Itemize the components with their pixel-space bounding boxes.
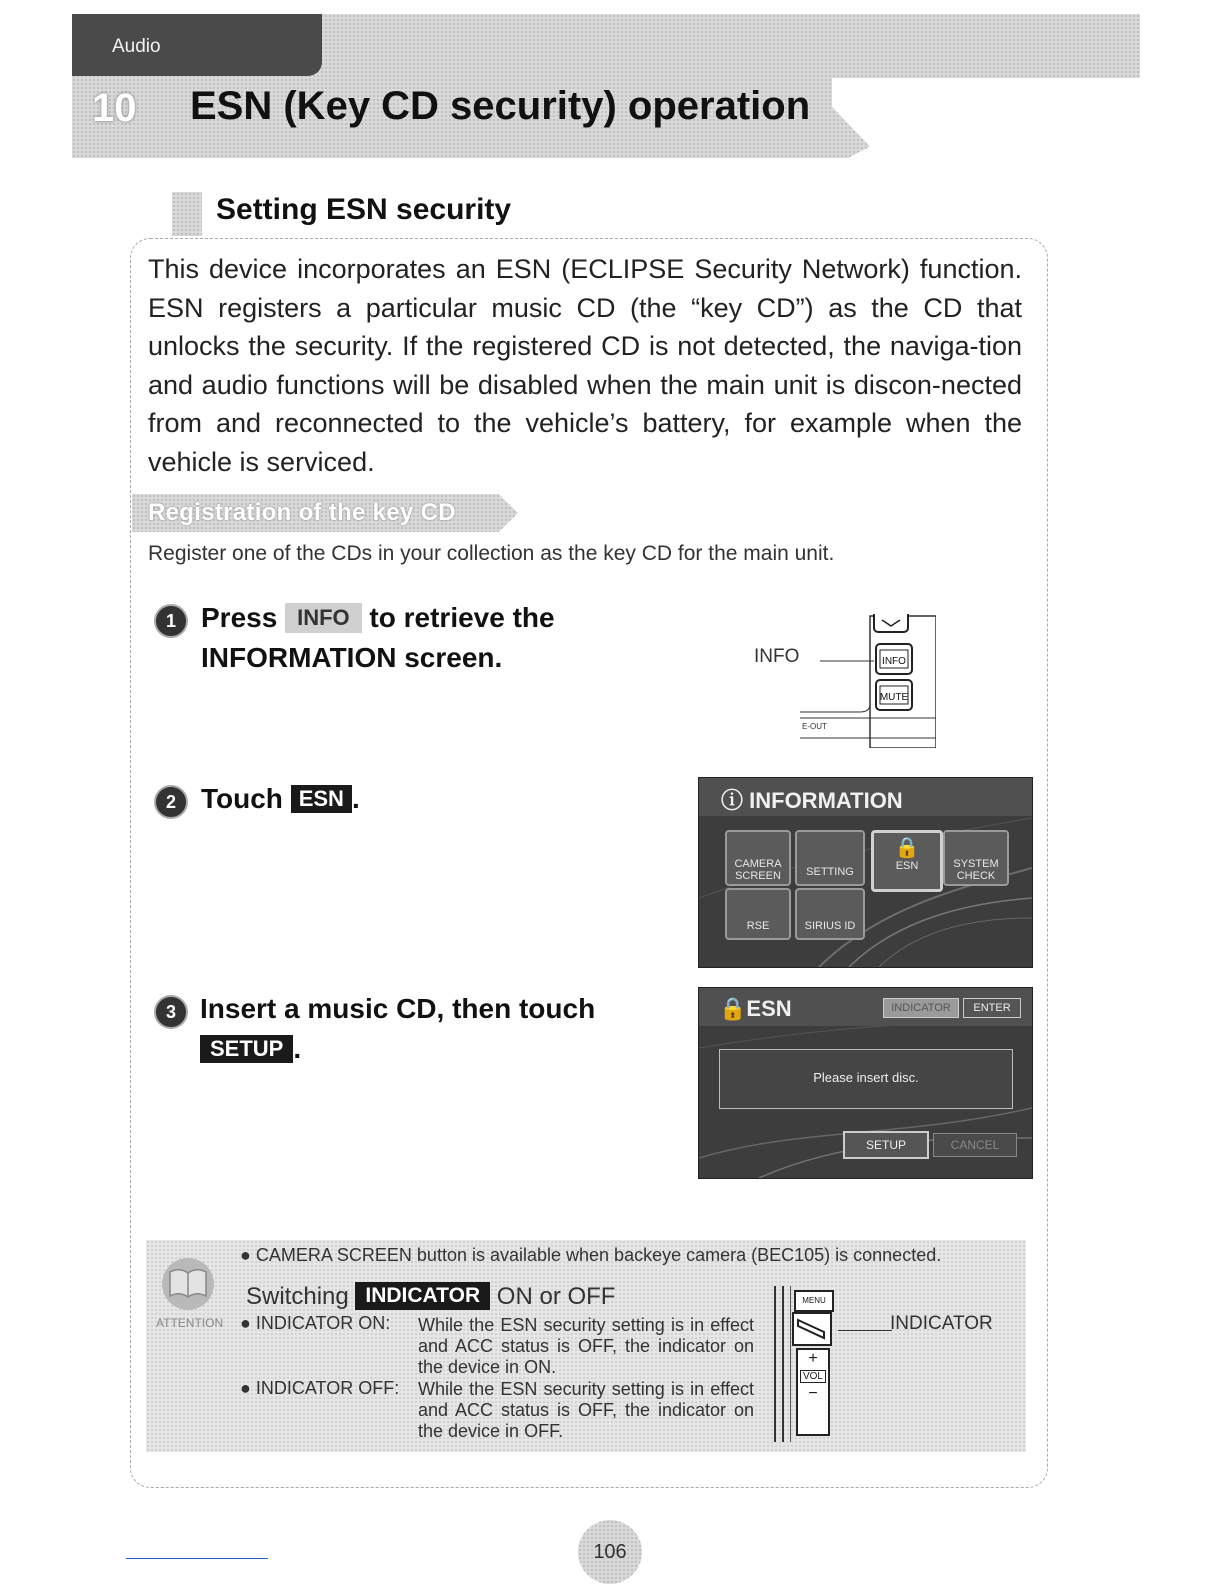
esn-button-ref: ESN <box>291 785 352 813</box>
step-2-number: 2 <box>154 785 188 819</box>
attention-label: ATTENTION <box>156 1316 224 1330</box>
cancel-button[interactable]: CANCEL <box>933 1133 1017 1157</box>
step-2-suffix: . <box>351 783 360 814</box>
tile-rse[interactable]: RSE <box>725 888 791 940</box>
step-2-text <box>201 779 360 819</box>
indicator-key-icon <box>792 1312 832 1346</box>
step-3-prefix: Insert a music CD, then touch <box>200 993 596 1024</box>
svg-text:MUTE: MUTE <box>879 692 909 703</box>
tile-esn[interactable]: 🔒 ESN <box>871 830 943 892</box>
step-3-suffix: . <box>293 1033 302 1064</box>
indicator-on-term: ● INDICATOR ON: <box>240 1313 391 1333</box>
tile-system-check[interactable]: SYSTEM CHECK <box>943 830 1009 886</box>
camera-note: ● CAMERA SCREEN button is available when backeye camera (BEC105) is connected. <box>240 1245 942 1265</box>
bullet-icon: ● <box>240 1378 251 1398</box>
page-number: 106 <box>593 1541 627 1563</box>
message-text: Please insert disc. <box>813 1070 919 1085</box>
information-screen <box>698 777 1033 968</box>
step-3-number: 3 <box>154 995 188 1029</box>
indicator-off-desc: While the ESN security setting is in effect and ACC status is OFF, the indicator on the device in OFF. <box>418 1379 754 1441</box>
page-title: ESN (Key CD security) operation <box>190 84 811 128</box>
step-1-line2: INFORMATION screen. <box>201 642 503 673</box>
info-button-ref: INFO <box>285 603 362 633</box>
panel-illustration <box>774 1286 842 1442</box>
tile-camera-screen[interactable]: CAMERA SCREEN <box>725 830 791 886</box>
step-1-number: 1 <box>154 604 188 638</box>
device-panel-illustration <box>800 614 936 748</box>
step-1-prefix: Press <box>201 602 278 633</box>
switching-heading: Switching INDICATOR ON or OFF <box>246 1283 616 1310</box>
indicator-on-desc: While the ESN security setting is in effect and ACC status is OFF, the indicator on the device in ON. <box>418 1315 754 1377</box>
indicator-callout-line <box>838 1330 892 1331</box>
esn-title: 🔒ESN <box>719 996 792 1021</box>
tile-setting[interactable]: SETTING <box>795 830 865 886</box>
lock-icon: 🔒 <box>719 996 747 1021</box>
lock-icon: 🔒 <box>894 837 920 859</box>
bullet-icon: ● <box>240 1313 251 1333</box>
enter-button[interactable]: ENTER <box>963 998 1021 1018</box>
book-icon <box>156 1254 220 1310</box>
chapter-number: 10 <box>92 86 137 130</box>
menu-key: MENU <box>794 1290 834 1312</box>
intro-paragraph: This device incorporates an ESN (ECLIPSE Security Network) function. ESN registers a particular music CD (the “key CD”) as the CD that unlocks the security. If the registered CD is not detected, the naviga-tion and audio functions will be disabled when the main unit is discon-nected from and reconnected to the vehicle’s battery, for example when the vehicle is serviced. <box>148 254 1022 477</box>
step-2-prefix: Touch <box>201 783 283 814</box>
indicator-button-ref: INDICATOR <box>355 1282 490 1310</box>
footer-rule <box>126 1558 268 1559</box>
section-label: Audio <box>112 36 161 57</box>
indicator-off-term: ● INDICATOR OFF: <box>240 1378 400 1398</box>
section-tab <box>72 14 322 76</box>
subsection-note: Register one of the CDs in your collection as the key CD for the main unit. <box>148 542 835 565</box>
info-callout-label: INFO <box>754 646 800 667</box>
section-title: Setting ESN security <box>216 193 512 226</box>
information-title: ⓘ INFORMATION <box>721 788 903 813</box>
bullet-icon: ● <box>240 1245 251 1265</box>
step-3-text <box>200 989 640 1069</box>
message-box <box>719 1049 1013 1109</box>
tile-sirius-id[interactable]: SIRIUS ID <box>795 888 865 940</box>
subsection-title: Registration of the key CD <box>148 499 456 526</box>
esn-screen <box>698 987 1033 1179</box>
svg-text:INFO: INFO <box>882 656 906 667</box>
section-marker <box>172 192 202 236</box>
volume-key: + VOL − <box>796 1348 830 1436</box>
setup-button[interactable]: SETUP <box>843 1131 929 1159</box>
setup-button-ref: SETUP <box>200 1035 293 1063</box>
step-1-suffix: to retrieve the <box>369 602 555 633</box>
step-1-text <box>201 598 555 678</box>
indicator-callout-label: INDICATOR <box>890 1313 993 1334</box>
indicator-button[interactable]: INDICATOR <box>883 998 959 1018</box>
svg-text:E-OUT: E-OUT <box>802 722 827 731</box>
